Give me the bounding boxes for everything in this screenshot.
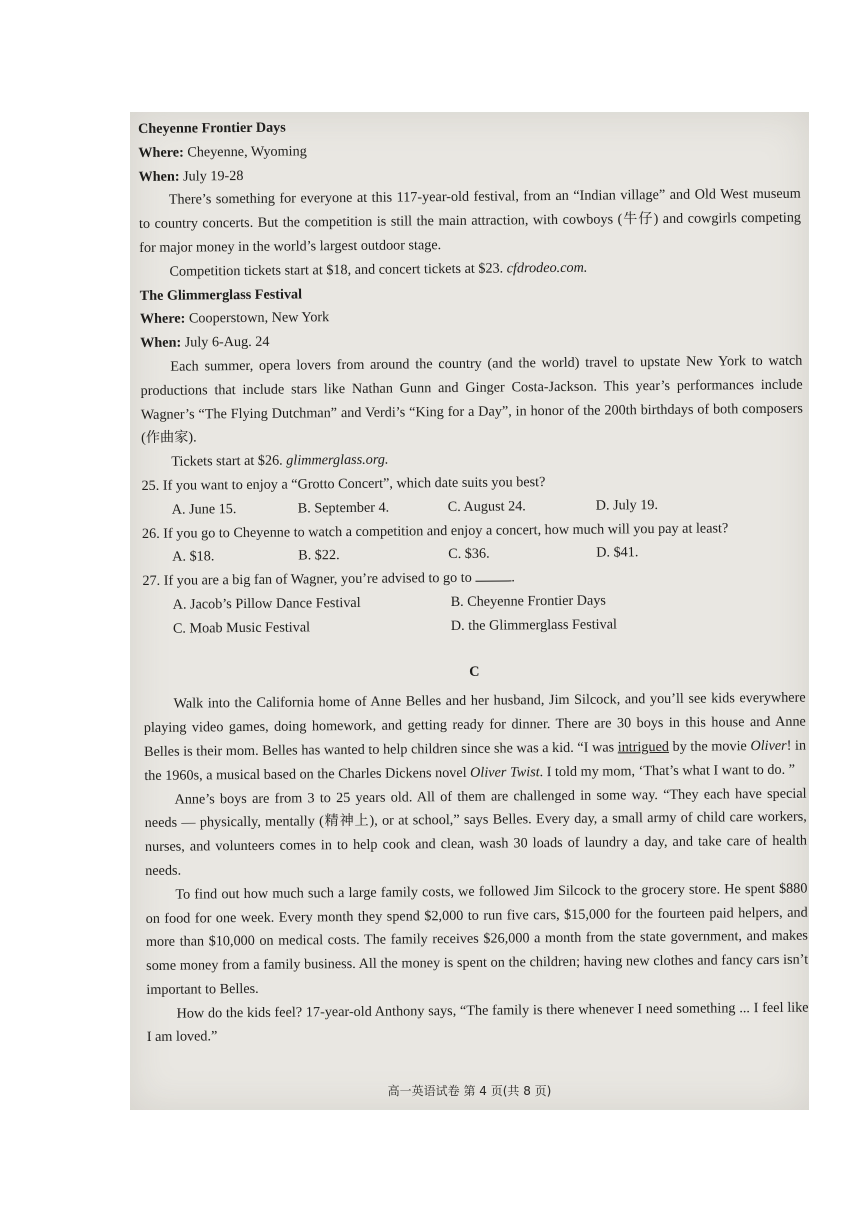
option-a: A. $18. [172,548,215,566]
festival-description: Each summer, opera lovers from around the country (and the world) travel to upstate New York to watch productions that include stars like Nathan Gunn and Ginger Costa-Jackson. This year’s performances include Wagner’s “The Flying Dutchman” and Verdi’s “King for a Day”, in honor of the 200th birthdays of both composers (作曲家). [140,352,803,447]
tickets-text: Competition tickets start at $18, and concert tickets at $23. [169,260,504,280]
paragraph-text: . I told my mom, ‘That’s what I want to do. ” [539,761,796,780]
festival-glimmerglass [140,278,804,475]
festival-website: cfdrodeo.com. [506,259,588,277]
festival-description: There’s something for everyone at this 117-year-old festival, from an “Indian village” and Old West museum to country concerts. But the competition is still the main attraction, with cowboys (牛仔) and cowgirls competing for major money in the world’s largest outdoor stage. [138,186,802,256]
passage-paragraph-1 [144,687,807,789]
where-label: Where: [138,144,184,161]
option-a: A. June 15. [171,500,237,518]
option-b: B. Cheyenne Frontier Days [450,592,606,610]
novel-title: Oliver Twist [470,763,540,781]
tickets-text: Tickets start at $26. [171,452,283,470]
question-stem: 25. If you want to enjoy a “Grotto Concert”, which date suits you best? [141,474,546,494]
option-c: C. Moab Music Festival [172,619,311,637]
festival-title: The Glimmerglass Festival [139,286,303,304]
option-b: B. September 4. [297,499,390,517]
passage-paragraph-2: Anne’s boys are from 3 to 25 years old. All of them are challenged in some way. “They each have special needs — physically, mentally (精神上), or at school,” says Belles. Every day, a small army of child care workers, nurses, and volunteers comes in to help cook and clean, wash 30 loads of laundry a day, and take care of health needs. [144,785,808,879]
question-stem-end: . [511,569,515,586]
page-footer: 高一英语试卷 第 4 页(共 8 页) [387,1084,552,1098]
when-value: July 19-28 [183,167,244,185]
option-a: A. Jacob’s Pillow Dance Festival [172,594,361,613]
when-label: When: [140,334,182,352]
option-d: D. July 19. [595,496,659,514]
when-value: July 6-Aug. 24 [184,333,270,351]
paragraph-text: Walk into the California home of Anne Belles and her husband, Jim Silcock, and you’ll see kids everywhere playing video games, doing homework, and getting ready for dinner. There are 30 boys in this house and Anne Belles is their mom. Belles has wanted to help children since she was a kid. “I was [143,689,806,760]
where-value: Cooperstown, New York [188,309,330,327]
where-label: Where: [139,310,186,328]
question-26 [142,516,804,570]
question-options [143,611,805,641]
option-c: C. August 24. [447,498,526,515]
section-heading: C [469,663,480,680]
passage-paragraph-4: How do the kids feel? 17-year-old Anthony says, “The family is there whenever I need something ... I feel like I am loved.” [146,999,809,1046]
exam-page [130,112,809,1110]
option-d: D. the Glimmerglass Festival [450,616,617,634]
when-label: When: [138,168,180,185]
where-value: Cheyenne, Wyoming [187,143,307,161]
festival-website: glimmerglass.org. [286,451,389,469]
festival-title: Cheyenne Frontier Days [138,119,286,137]
option-c: C. $36. [448,545,490,563]
option-d: D. $41. [596,544,639,561]
answer-blank [475,569,511,582]
question-25 [141,469,803,523]
festival-cheyenne [138,112,802,285]
question-stem: 27. If you are a big fan of Wagner, you’re advised to go to [142,569,472,590]
paragraph-text: by the movie [668,738,751,755]
movie-title: Oliver [750,737,787,755]
question-stem: 26. If you go to Cheyenne to watch a competition and enjoy a concert, how much will you pay at least? [141,519,729,542]
page-content [138,112,809,1051]
underlined-word: intrigued [617,738,670,756]
paragraph-text: ! in the 1960s, a musical based on the Charles Dickens novel [144,737,807,784]
passage-paragraph-3: To find out how much such a large family costs, we followed Jim Silcock to the grocery store. He spent $880 on food for one week. Every month they spend $2,000 to run five cars, $15,000 for the fourteen paid helpers, and more than $10,000 on medical costs. The family receives $26,000 a month from the state government, and makes some money from a family business. All the money is spent on the children; having new clothes and fancy cars isn’t important to Belles. [145,880,809,998]
option-b: B. $22. [298,547,340,564]
question-27 [142,564,805,642]
